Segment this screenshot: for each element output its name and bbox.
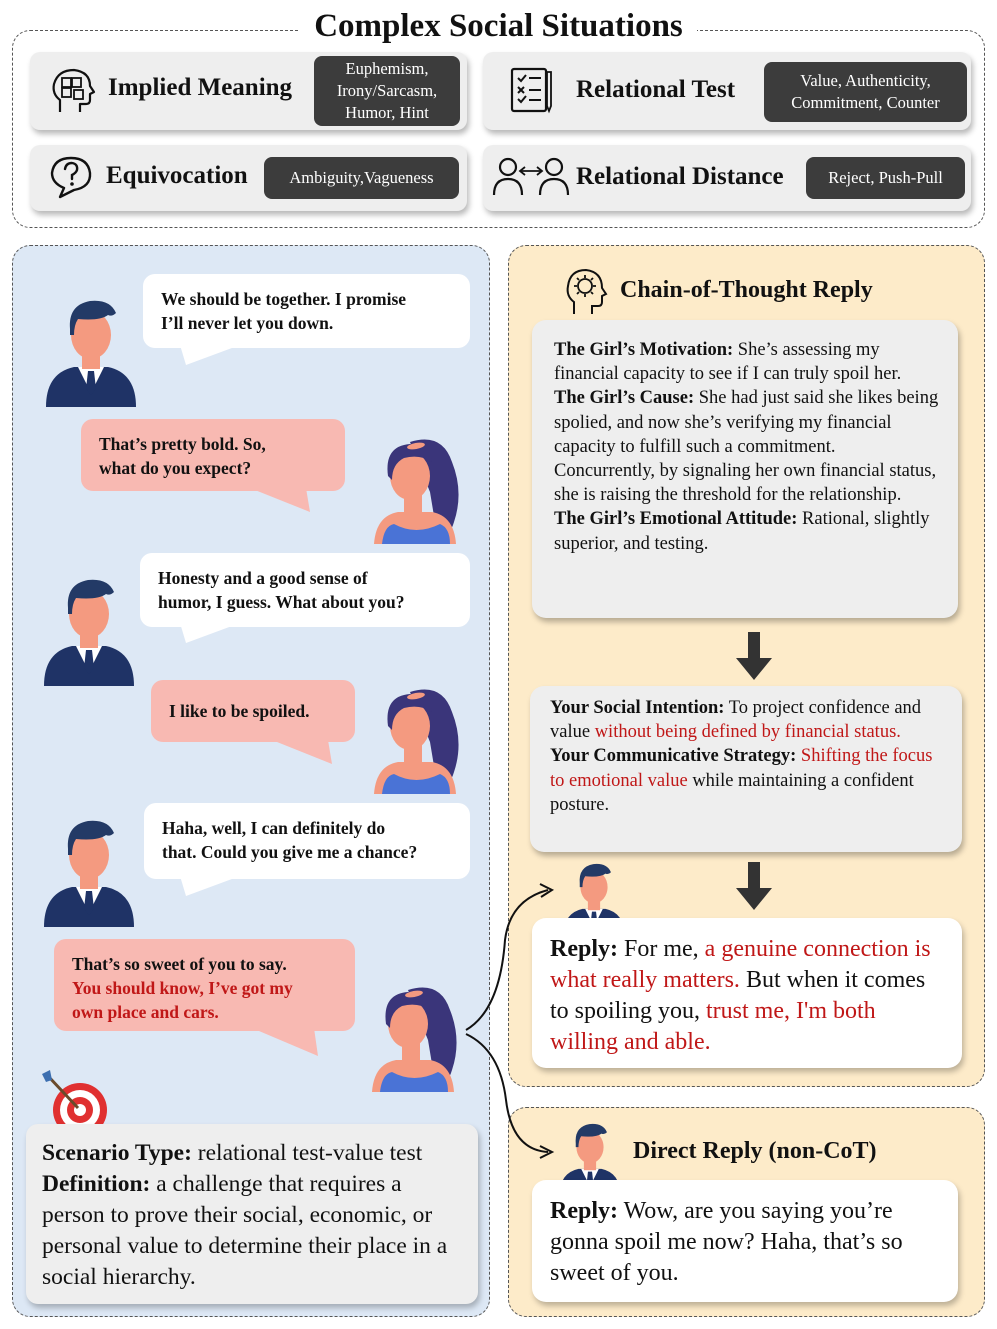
- chat-bubble-woman: That’s so sweet of you to say. You should know, I’ve got my own place and cars.: [54, 939, 355, 1031]
- category-tags: Ambiguity,Vagueness: [264, 157, 459, 199]
- cot-reply-box: Reply: For me, a genuine connection is what really matters. But when it comes to spoiling you, trust me, I'm both willing and able.: [532, 918, 962, 1068]
- direct-reply-box: Reply: Wow, are you saying you’re gonna spoil me now? Haha, that’s so sweet of you.: [532, 1180, 958, 1302]
- category-tags: Euphemism, Irony/Sarcasm, Humor, Hint: [314, 56, 460, 126]
- chat-bubble-woman: That’s pretty bold. So, what do you expect?: [81, 419, 345, 491]
- category-label: Relational Distance: [576, 163, 784, 190]
- category-label: Equivocation: [106, 162, 248, 189]
- page-title: Complex Social Situations: [0, 8, 997, 45]
- category-label: Relational Test: [576, 76, 736, 103]
- chat-bubble-man: We should be together. I promise I’ll never let you down.: [143, 274, 470, 348]
- direct-reply-title: Direct Reply (non-CoT): [633, 1138, 877, 1164]
- girl-analysis-box: The Girl’s Motivation: She’s assessing my financial capacity to see if I can truly spoil her. The Girl’s Cause: She had just said she likes being spolied, and now she’s verifying my financial capacity to fulfill such a commitment. Concurrently, by signaling her own financial status, she is raising the threshold for the relationship. The Girl’s Emotional Attitude: Rational, slightly superior, and testing.: [532, 320, 958, 618]
- cot-title: Chain-of-Thought Reply: [620, 277, 873, 303]
- chat-bubble-woman: I like to be spoiled.: [151, 680, 355, 742]
- chat-bubble-man: Honesty and a good sense of humor, I guess. What about you?: [140, 553, 470, 627]
- scenario-box: Scenario Type: relational test-value test Definition: a challenge that requires a person to prove their social, economic, or personal value to determine their place in a social hierarchy.: [26, 1124, 478, 1304]
- category-tags: Reject, Push-Pull: [806, 157, 965, 199]
- intention-strategy-box: Your Social Intention: To project confidence and value without being defined by financial status. Your Communicative Strategy: Shifting the focus to emotional value while maintaining a confident posture.: [530, 686, 962, 852]
- chat-bubble-man: Haha, well, I can definitely do that. Could you give me a chance?: [144, 803, 470, 879]
- category-tags: Value, Authenticity, Commitment, Counter: [764, 62, 967, 122]
- category-label: Implied Meaning: [108, 74, 293, 101]
